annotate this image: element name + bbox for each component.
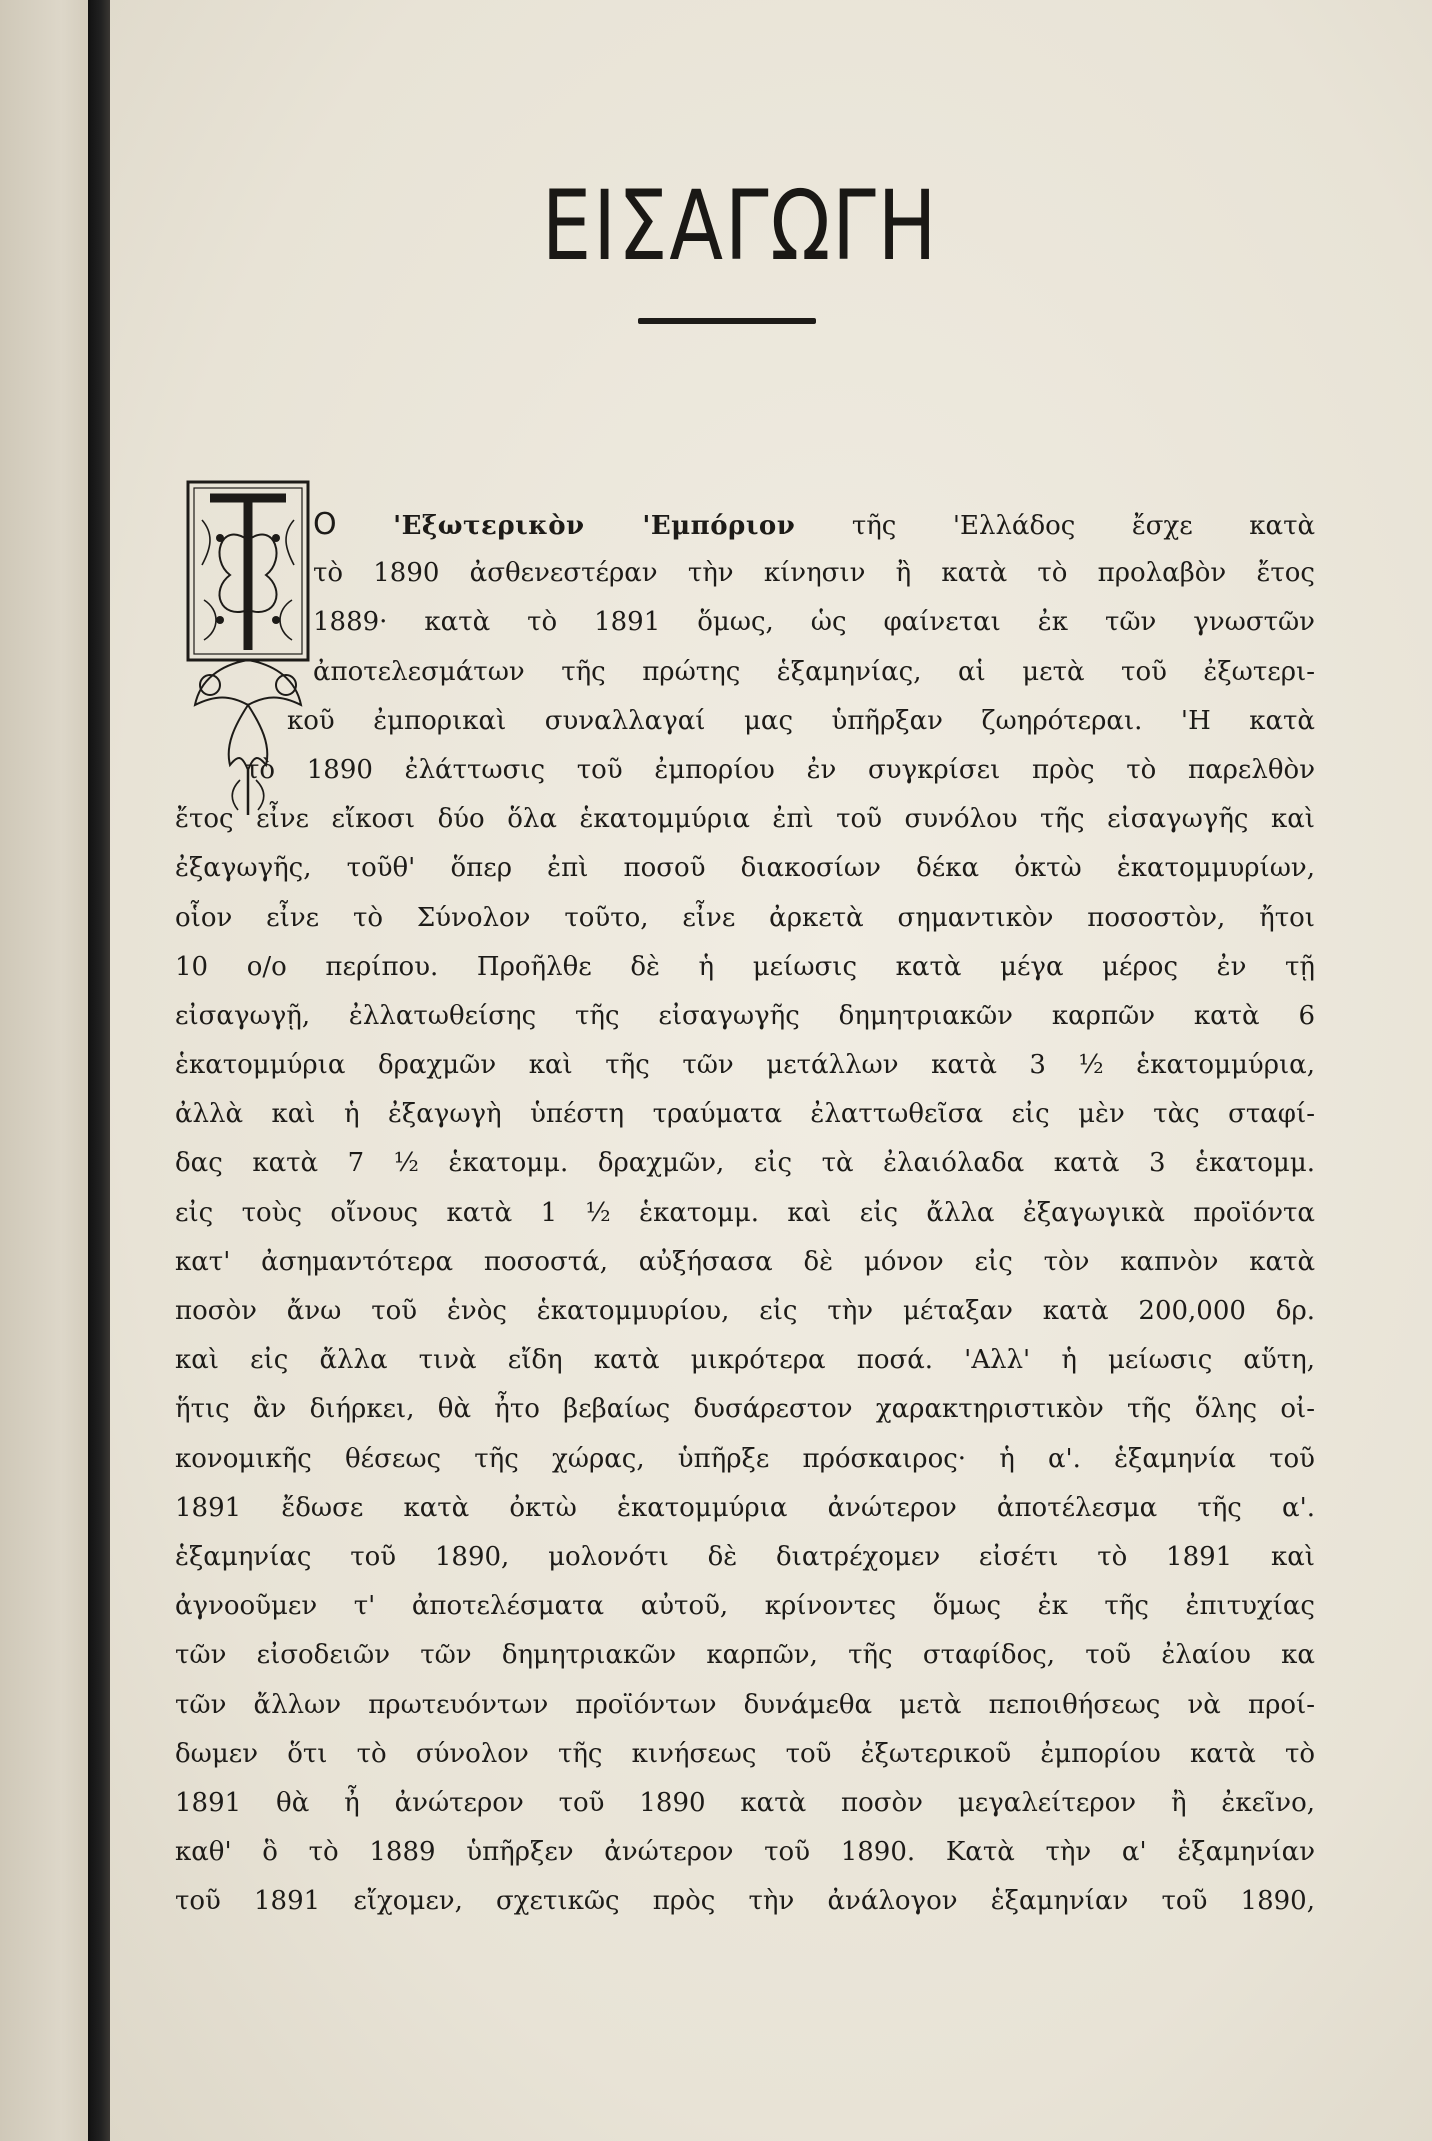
previous-page-edge — [0, 0, 88, 2141]
text-line: 10 ο/ο περίπου. Προῆλθε δὲ ἡ μείωσις κατὰ μέγα μέρος ἐν τῇ — [175, 951, 1315, 982]
text-line: τὸ 1890 ἀσθενεστέραν τὴν κίνησιν ἢ κατὰ τὸ προλαβὸν ἔτος — [313, 558, 1315, 589]
text-line: εἰς τοὺς οἴνους κατὰ 1 ½ ἑκατομμ. καὶ εἰς ἄλλα ἐξαγωγικὰ προϊόντα — [175, 1197, 1315, 1228]
text-line: τῶν εἰσοδειῶν τῶν δημητριακῶν καρπῶν, τῆς σταφίδος, τοῦ ἐλαίου κα — [175, 1640, 1315, 1671]
text-line: ἀγνοοῦμεν τ' ἀποτελέσματα αὐτοῦ, κρίνοντες ὅμως ἐκ τῆς ἐπιτυχίας — [175, 1591, 1315, 1622]
text-line: τὸ 1890 ἐλάττωσις τοῦ ἐμπορίου ἐν συγκρίσει πρὸς τὸ παρελθὸν — [245, 754, 1315, 785]
text-line: κοῦ ἐμπορικαὶ συναλλαγαί μας ὑπῆρξαν ζωηρότεραι. 'Η κατὰ — [287, 705, 1315, 736]
text-line: οἷον εἶνε τὸ Σύνολον τοῦτο, εἶνε ἀρκετὰ σημαντικὸν ποσοστὸν, ἤτοι — [175, 902, 1315, 933]
text-line: ἥτις ἂν διήρκει, θὰ ἦτο βεβαίως δυσάρεστον χαρακτηριστικὸν τῆς ὅλης οἰ- — [175, 1394, 1315, 1425]
lead-bold-phrase: 'Εξωτερικὸν 'Εμπόριον — [393, 511, 796, 541]
text-line: καὶ εἰς ἄλλα τινὰ εἴδη κατὰ μικρότερα ποσά. 'Αλλ' ἡ μείωσις αὕτη, — [175, 1345, 1315, 1376]
text-line: ἐξαγωγῆς, τοῦθ' ὅπερ ἐπὶ ποσοῦ διακοσίων δέκα ὀκτὼ ἑκατομμυρίων, — [175, 853, 1315, 884]
text-line: τῶν ἄλλων πρωτευόντων προϊόντων δυνάμεθα μετὰ πεποιθήσεως νὰ προί- — [175, 1689, 1315, 1720]
text-line: 1889· κατὰ τὸ 1891 ὅμως, ὡς φαίνεται ἐκ τῶν γνωστῶν — [313, 607, 1315, 638]
text-line: τοῦ 1891 εἴχομεν, σχετικῶς πρὸς τὴν ἀνάλογον ἑξαμηνίαν τοῦ 1890, — [175, 1886, 1315, 1917]
page-title: ΕΙΣΑΓΩΓΗ — [541, 170, 939, 282]
text-line: ἑκατομμύρια δραχμῶν καὶ τῆς τῶν μετάλλων κατὰ 3 ½ ἑκατομμύρια, — [175, 1050, 1315, 1081]
text-line: δας κατὰ 7 ½ ἑκατομμ. δραχμῶν, εἰς τὰ ἐλαιόλαδα κατὰ 3 ἑκατομμ. — [175, 1148, 1315, 1179]
title-underline-rule — [638, 318, 816, 324]
lead-rest: τῆς 'Ελλάδος ἔσχε κατὰ — [851, 511, 1316, 541]
text-line: κατ' ἀσημαντότερα ποσοστά, αὐξήσασα δὲ μόνον εἰς τὸν καπνὸν κατὰ — [175, 1246, 1315, 1277]
text-line: καθ' ὃ τὸ 1889 ὑπῆρξεν ἀνώτερον τοῦ 1890. Κατὰ τὴν α' ἑξαμηνίαν — [175, 1837, 1315, 1868]
text-line: ἀλλὰ καὶ ἡ ἐξαγωγὴ ὑπέστη τραύματα ἐλαττωθεῖσα εἰς μὲν τὰς σταφί- — [175, 1099, 1315, 1130]
text-line: ποσὸν ἄνω τοῦ ἑνὸς ἑκατομμυρίου, εἰς τὴν μέταξαν κατὰ 200,000 δρ. — [175, 1296, 1315, 1326]
text-line-lead — [175, 500, 1315, 549]
text-line: ἔτος εἶνε εἴκοσι δύο ὅλα ἑκατομμύρια ἐπὶ τοῦ συνόλου τῆς εἰσαγωγῆς καὶ — [175, 804, 1315, 835]
text-line: 1891 θὰ ἦ ἀνώτερον τοῦ 1890 κατὰ ποσὸν μεγαλείτερον ἢ ἐκεῖνο, — [175, 1787, 1315, 1818]
text-line: δωμεν ὅτι τὸ σύνολον τῆς κινήσεως τοῦ ἐξωτερικοῦ ἐμπορίου κατὰ τὸ — [175, 1738, 1315, 1769]
drop-cap-letter: Ο — [313, 507, 337, 542]
text-line: ἑξαμηνίας τοῦ 1890, μολονότι δὲ διατρέχομεν εἰσέτι τὸ 1891 καὶ — [175, 1541, 1315, 1572]
book-spine-shadow — [88, 0, 110, 2141]
text-line: κονομικῆς θέσεως τῆς χώρας, ὑπῆρξε πρόσκαιρος· ἡ α'. ἑξαμηνία τοῦ — [175, 1443, 1315, 1474]
text-line: 1891 ἔδωσε κατὰ ὀκτὼ ἑκατομμύρια ἀνώτερον ἀποτέλεσμα τῆς α'. — [175, 1492, 1315, 1523]
body-text — [175, 500, 1315, 1926]
text-line: ἀποτελεσμάτων τῆς πρώτης ἑξαμηνίας, αἱ μετὰ τοῦ ἐξωτερι- — [313, 656, 1315, 687]
text-line: εἰσαγωγῇ, ἐλλατωθείσης τῆς εἰσαγωγῆς δημητριακῶν καρπῶν κατὰ 6 — [175, 1000, 1315, 1031]
